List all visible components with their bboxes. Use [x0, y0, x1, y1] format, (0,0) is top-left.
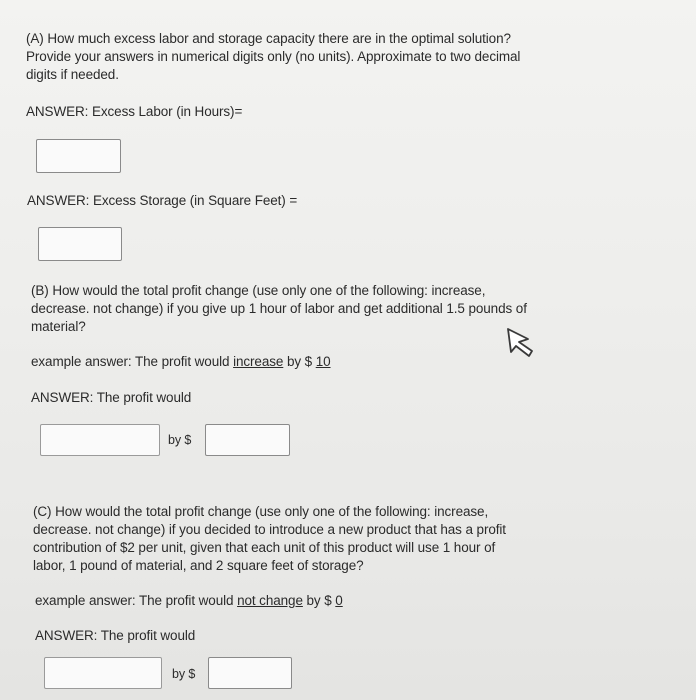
excess-labor-input[interactable]	[36, 139, 121, 173]
example-c-by: by $	[302, 593, 336, 608]
example-c-amount: 0	[335, 593, 343, 608]
example-c-change: not change	[237, 593, 303, 608]
question-c-line-3: contribution of $2 per unit, given that each unit of this product will use 1 hour of	[33, 540, 496, 555]
by-dollar-b-label: by $	[168, 433, 192, 447]
answer-storage-label: ANSWER: Excess Storage (in Square Feet) =	[27, 193, 298, 208]
by-dollar-c-label: by $	[172, 667, 196, 681]
mouse-cursor-icon	[502, 325, 538, 359]
example-b-change: increase	[233, 354, 284, 369]
question-a-line-2: Provide your answers in numerical digits only (no units). Approximate to two decimal	[26, 49, 521, 64]
excess-storage-input[interactable]	[38, 227, 122, 261]
question-b-line-3: material?	[31, 319, 86, 334]
profit-amount-c-input[interactable]	[208, 657, 292, 689]
profit-change-b-input[interactable]	[40, 424, 160, 456]
question-c-line-1: (C) How would the total profit change (use only one of the following: increase,	[33, 504, 489, 519]
answer-labor-label: ANSWER: Excess Labor (in Hours)=	[26, 104, 243, 119]
answer-c-label: ANSWER: The profit would	[35, 628, 196, 643]
question-b-line-1: (B) How would the total profit change (use only one of the following: increase,	[31, 283, 486, 298]
profit-amount-b-input[interactable]	[205, 424, 290, 456]
example-c-prefix: example answer: The profit would	[35, 593, 238, 608]
question-b-line-2: decrease. not change) if you give up 1 hour of labor and get additional 1.5 pounds of	[31, 301, 527, 316]
question-c-line-4: labor, 1 pound of material, and 2 square feet of storage?	[33, 558, 364, 573]
question-a-line-1: (A) How much excess labor and storage capacity there are in the optimal solution?	[26, 31, 511, 46]
example-b-by: by $	[283, 354, 316, 369]
profit-change-c-input[interactable]	[44, 657, 162, 689]
example-answer-b	[31, 353, 331, 370]
answer-b-label: ANSWER: The profit would	[31, 390, 192, 405]
example-b-prefix: example answer: The profit would	[31, 354, 234, 369]
example-b-amount: 10	[315, 354, 331, 369]
example-answer-c	[35, 592, 343, 609]
question-a-line-3: digits if needed.	[26, 67, 119, 82]
question-c-line-2: decrease. not change) if you decided to introduce a new product that has a profit	[33, 522, 506, 537]
